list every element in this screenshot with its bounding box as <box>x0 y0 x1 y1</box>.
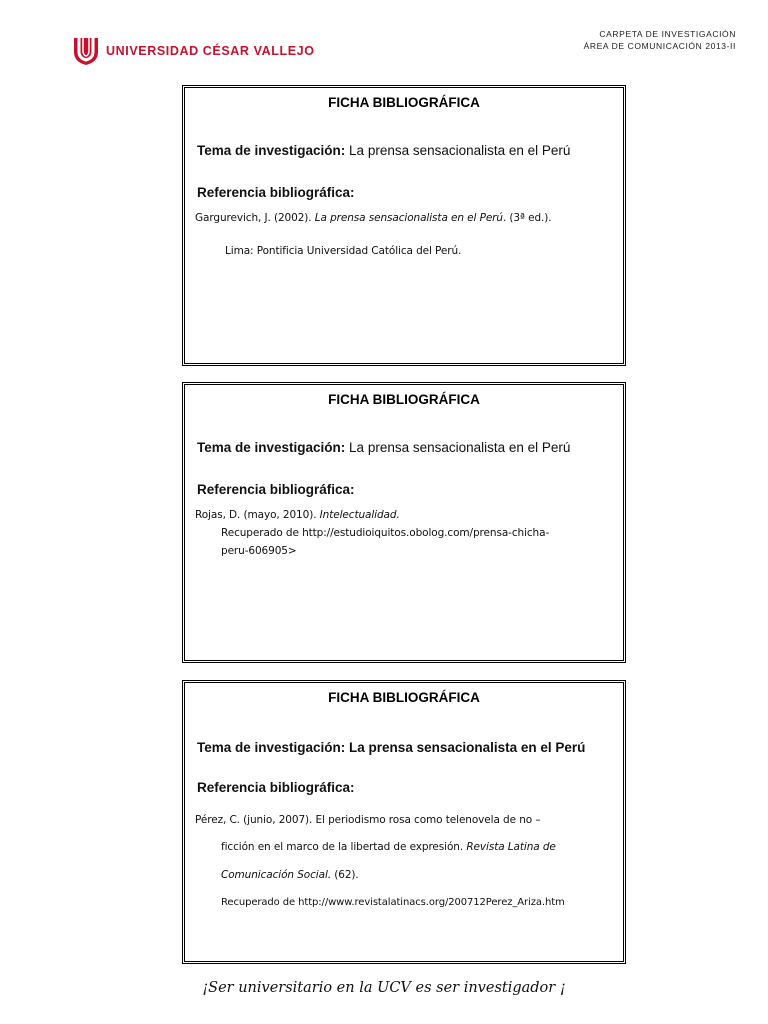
bibliographic-card-2 <box>182 382 626 663</box>
citation-text: ficción en el marco de la libertad de expresión. <box>221 841 467 853</box>
citation-url: Recuperado de http://estudioiquitos.obolog.com/prensa-chicha- <box>221 527 550 539</box>
reference-label: Referencia bibliográfica: <box>197 482 355 497</box>
header-line-1: CARPETA DE INVESTIGACIÓN <box>599 29 736 39</box>
citation-title: La prensa sensacionalista en el Perú <box>314 212 503 224</box>
bibliographic-card-3 <box>182 680 626 964</box>
citation-line <box>195 212 552 224</box>
card-title: FICHA BIBLIOGRÁFICA <box>328 392 480 407</box>
university-logo <box>72 36 315 66</box>
research-topic <box>197 740 585 755</box>
citation-url-cont: peru-606905> <box>221 545 297 557</box>
research-topic-label: Tema de investigación: <box>197 143 346 158</box>
citation-author: Gargurevich, J. (2002). <box>195 212 315 224</box>
citation-issue: (62). <box>331 869 359 881</box>
citation-author: Rojas, D. (mayo, 2010). <box>195 509 320 521</box>
citation-journal: Revista Latina de <box>466 841 556 853</box>
research-topic-value: La prensa sensacionalista en el Perú <box>345 740 586 755</box>
footer-motto: ¡Ser universitario en la UCV es ser investigador ¡ <box>202 980 566 996</box>
research-topic <box>197 143 570 158</box>
citation-journal-cont: Comunicación Social. <box>221 869 331 881</box>
card-title: FICHA BIBLIOGRÁFICA <box>328 690 480 705</box>
reference-label: Referencia bibliográfica: <box>197 185 355 200</box>
citation-title: Intelectualidad. <box>319 509 400 521</box>
citation-line-3 <box>221 869 359 881</box>
bibliographic-card-1 <box>182 85 626 366</box>
citation-url: Recuperado de http://www.revistalatinacs.org/200712Perez_Ariza.htm <box>221 897 565 908</box>
research-topic-label: Tema de investigación: <box>197 440 346 455</box>
reference-label: Referencia bibliográfica: <box>197 780 355 795</box>
research-topic <box>197 440 570 455</box>
research-topic-value: La prensa sensacionalista en el Perú <box>345 143 571 158</box>
citation-publisher: Lima: Pontificia Universidad Católica del Perú. <box>225 245 462 257</box>
citation-edition: . (3ª ed.). <box>502 212 552 224</box>
header-line-2: ÁREA DE COMUNICACIÓN 2013-II <box>583 41 736 51</box>
ucv-shield-icon <box>72 36 100 66</box>
citation-line-1: Pérez, C. (junio, 2007). El periodismo rosa como telenovela de no – <box>195 814 541 826</box>
citation-line-2 <box>221 841 556 853</box>
research-topic-label: Tema de investigación: <box>197 740 346 755</box>
card-title: FICHA BIBLIOGRÁFICA <box>328 95 480 110</box>
citation-line <box>195 509 400 521</box>
header-info <box>584 28 736 52</box>
logo-text: UNIVERSIDAD CÉSAR VALLEJO <box>106 44 315 58</box>
research-topic-value: La prensa sensacionalista en el Perú <box>345 440 571 455</box>
